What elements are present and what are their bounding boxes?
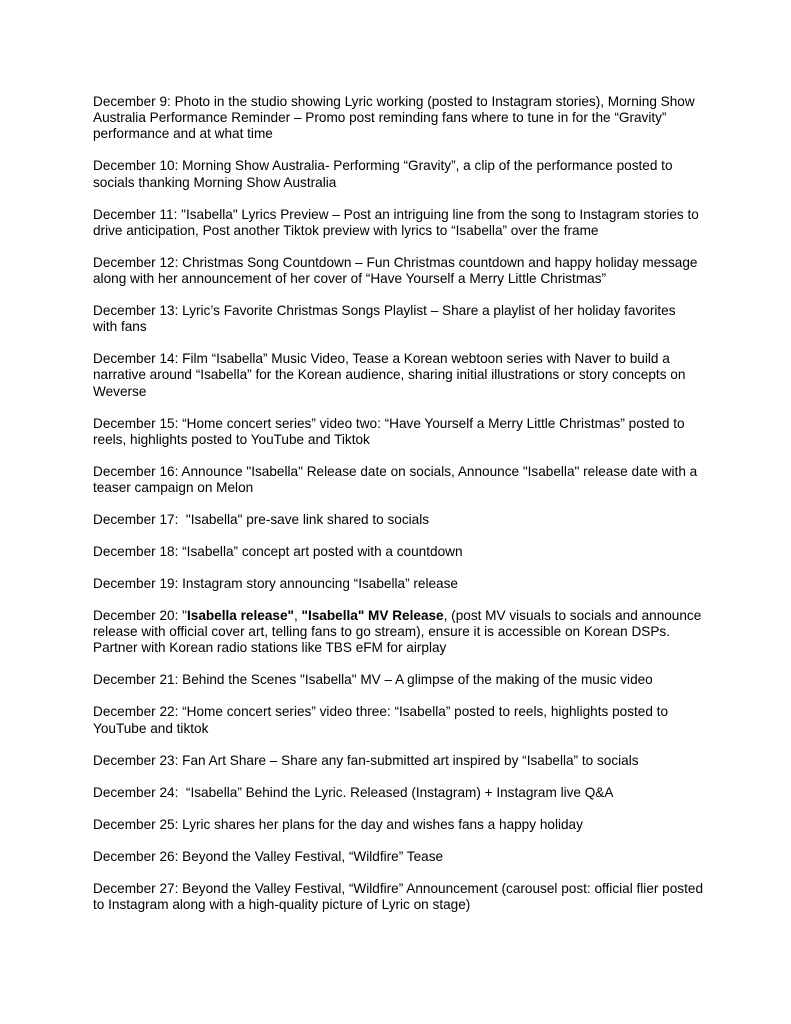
- entry-december-13: December 13: Lyric’s Favorite Christmas Songs Playlist – Share a playlist of her holiday favorites with fans: [93, 303, 680, 335]
- entry-december-12: December 12: Christmas Song Countdown – Fun Christmas countdown and happy holiday message along with her announcement of her cover of “Have Yourself a Merry Little Christmas”: [93, 254, 702, 287]
- entry-december-22: December 22: “Home concert series” video three: “Isabella” posted to reels, highlights posted to YouTube and tiktok: [93, 704, 672, 736]
- entry-december-20-bold-release: Isabella release": [186, 608, 294, 624]
- entry-december-26: December 26: Beyond the Valley Festival, “Wildfire” Tease: [93, 848, 444, 864]
- entry-december-20: [93, 608, 706, 657]
- entry-december-15: December 15: “Home concert series” video two: “Have Yourself a Merry Little Christmas” posted to reels, highlights posted to YouTube and Tiktok: [93, 415, 689, 447]
- entry-december-17: December 17: "Isabella" pre-save link shared to socials: [93, 512, 430, 528]
- entry-december-20-prefix: December 20: ": [93, 608, 187, 624]
- entry-december-14: December 14: Film “Isabella” Music Video, Tease a Korean webtoon series with Naver to build a narrative around “Isabella” for the Korean audience, sharing initial illustrations or story concepts on Weverse: [93, 351, 690, 399]
- entry-december-23: December 23: Fan Art Share – Share any fan-submitted art inspired by “Isabella” to socials: [93, 752, 639, 768]
- entry-december-19: December 19: Instagram story announcing “Isabella” release: [93, 576, 458, 592]
- entry-december-11: December 11: "Isabella" Lyrics Preview – Post an intriguing line from the song to Instagram stories to drive anticipation, Post another Tiktok preview with lyrics to “Isabella” over the frame: [93, 206, 703, 238]
- entry-december-20-bold-mv-release: "Isabella" MV Release: [301, 608, 444, 624]
- entry-december-20-middle: ,: [293, 608, 302, 624]
- entry-december-21: December 21: Behind the Scenes "Isabella" MV – A glimpse of the making of the music video: [93, 672, 653, 688]
- entry-december-20-suffix: , (post MV visuals to socials and announce release with official cover art, telling fans to go stream), ensure it is accessible on Korean DSPs. Partner with Korean radio stations like TBS eFM for airplay: [93, 608, 706, 656]
- entry-december-24: December 24: “Isabella” Behind the Lyric. Released (Instagram) + Instagram live Q&A: [93, 784, 614, 800]
- entry-december-10: December 10: Morning Show Australia- Performing “Gravity”, a clip of the performance posted to socials thanking Morning Show Australia: [93, 158, 677, 190]
- entry-december-18: December 18: “Isabella” concept art posted with a countdown: [93, 544, 463, 560]
- entry-december-16: December 16: Announce "Isabella" Release date on socials, Announce "Isabella" release date with a teaser campaign on Melon: [93, 463, 701, 496]
- entry-december-27: December 27: Beyond the Valley Festival, “Wildfire” Announcement (carousel post: official flier posted to Instagram along with a high-quality picture of Lyric on stage): [93, 880, 707, 912]
- document-page: [93, 94, 707, 929]
- entry-december-9: December 9: Photo in the studio showing Lyric working (posted to Instagram stories), Morning Show Australia Performance Reminder – Promo post reminding fans where to tune in for the “Gravity” performance and at what time: [93, 94, 698, 142]
- entry-december-25: December 25: Lyric shares her plans for the day and wishes fans a happy holiday: [93, 816, 583, 832]
